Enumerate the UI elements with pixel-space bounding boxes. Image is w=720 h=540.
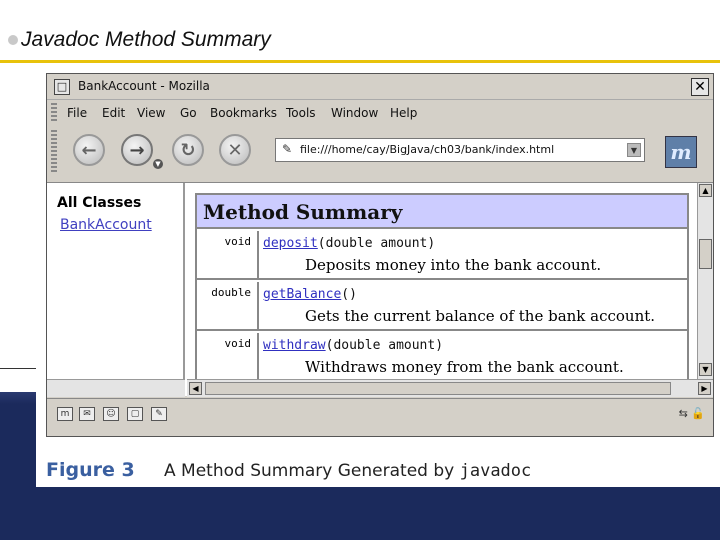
menu-bookmarks[interactable]: Bookmarks xyxy=(210,106,278,120)
close-icon[interactable]: ✕ xyxy=(691,78,709,96)
scroll-up-icon[interactable]: ▲ xyxy=(699,184,712,197)
window-titlebar xyxy=(47,74,713,100)
bullet-icon xyxy=(8,35,18,45)
scroll-down-icon[interactable]: ▼ xyxy=(699,363,712,376)
decorative-line xyxy=(0,368,36,369)
slide-title xyxy=(8,28,271,52)
composer-icon[interactable]: ▢ xyxy=(127,407,143,421)
all-classes-heading: All Classes xyxy=(57,195,142,211)
menu-tools[interactable]: Tools xyxy=(286,106,316,120)
method-params: (double amount) xyxy=(325,338,444,353)
title-underline xyxy=(0,60,720,63)
window-title: BankAccount - Mozilla xyxy=(78,79,210,93)
method-description: Withdraws money from the bank account. xyxy=(305,358,624,376)
status-bar xyxy=(47,398,713,436)
scroll-right-icon[interactable]: ▶ xyxy=(698,382,711,395)
method-summary-header xyxy=(197,195,687,229)
menu-view[interactable]: View xyxy=(137,106,166,120)
method-signature xyxy=(263,338,443,353)
scroll-left-icon[interactable]: ◀ xyxy=(189,382,202,395)
toolbar-grip-icon[interactable] xyxy=(51,103,57,123)
method-params: (double amount) xyxy=(317,236,436,251)
toolbar-grip-icon[interactable] xyxy=(51,130,57,174)
slide-title-text: Javadoc Method Summary xyxy=(21,28,271,51)
method-signature xyxy=(263,236,435,251)
address-book-icon[interactable]: ✎ xyxy=(151,407,167,421)
left-horizontal-scrollbar[interactable] xyxy=(47,379,185,397)
menu-edit[interactable]: Edit xyxy=(102,106,126,120)
method-link-withdraw[interactable]: withdraw xyxy=(263,338,326,353)
security-lock-icon[interactable]: ⇆ 🔓 xyxy=(678,407,705,420)
table-row xyxy=(197,333,687,382)
method-params: () xyxy=(341,287,357,302)
return-type: void xyxy=(224,337,251,350)
stop-icon[interactable]: ✕ xyxy=(219,134,251,166)
return-type-cell xyxy=(197,231,259,278)
window-menu-icon[interactable]: □ xyxy=(54,79,70,95)
method-signature xyxy=(263,287,357,302)
return-type-cell xyxy=(197,333,259,382)
table-row xyxy=(197,282,687,331)
mail-icon[interactable]: ✉ xyxy=(79,407,95,421)
url-input[interactable] xyxy=(275,138,645,162)
method-link-deposit[interactable]: deposit xyxy=(263,236,318,251)
caption-code: javadoc xyxy=(459,461,532,481)
navigator-icon[interactable]: m xyxy=(57,407,73,421)
reload-icon[interactable]: ↻ xyxy=(172,134,204,166)
method-description: Deposits money into the bank account. xyxy=(305,256,602,274)
mozilla-logo-icon: m xyxy=(665,136,697,168)
decorative-wedge xyxy=(0,392,36,404)
scroll-thumb[interactable] xyxy=(699,239,712,269)
forward-arrow-icon[interactable]: → xyxy=(121,134,153,166)
chat-icon[interactable]: ☺ xyxy=(103,407,119,421)
menu-go[interactable]: Go xyxy=(180,106,197,120)
return-type: double xyxy=(211,286,251,299)
decorative-bottom-strip xyxy=(0,487,720,540)
scroll-thumb[interactable] xyxy=(205,382,671,395)
url-text: file:///home/cay/BigJava/ch03/bank/index.html xyxy=(300,143,555,156)
menu-help[interactable]: Help xyxy=(390,106,418,120)
class-detail-frame xyxy=(187,183,713,397)
horizontal-scrollbar[interactable] xyxy=(187,379,713,397)
page-icon: ✎ xyxy=(282,142,293,156)
menu-file[interactable]: File xyxy=(67,106,88,120)
navigation-toolbar xyxy=(47,126,713,180)
url-dropdown-icon[interactable]: ▼ xyxy=(627,143,641,157)
browser-window xyxy=(46,73,714,437)
method-summary-table xyxy=(195,193,689,383)
page-content xyxy=(47,182,713,396)
figure-caption xyxy=(36,455,720,487)
method-summary-heading: Method Summary xyxy=(203,200,403,224)
return-type: void xyxy=(224,235,251,248)
back-arrow-icon[interactable]: ← xyxy=(73,134,105,166)
method-link-getbalance[interactable]: getBalance xyxy=(263,287,342,302)
chevron-down-icon[interactable]: ▼ xyxy=(153,159,163,169)
caption-text: A Method Summary Generated by xyxy=(164,461,455,481)
vertical-scrollbar[interactable] xyxy=(697,183,713,379)
class-link-bankaccount[interactable]: BankAccount xyxy=(60,217,152,233)
figure-label: Figure 3 xyxy=(46,459,135,481)
class-list-frame xyxy=(47,183,185,397)
menu-bar xyxy=(47,101,713,125)
return-type-cell xyxy=(197,282,259,329)
menu-window[interactable]: Window xyxy=(331,106,379,120)
figure-caption-text xyxy=(164,461,531,481)
table-row xyxy=(197,231,687,280)
method-description: Gets the current balance of the bank account. xyxy=(305,307,656,325)
